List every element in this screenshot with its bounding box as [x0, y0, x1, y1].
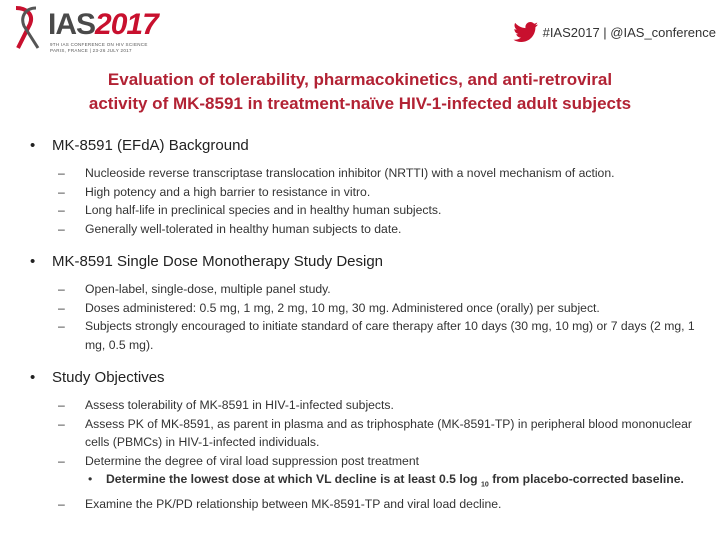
- sub-list-item: • Determine the lowest dose at which VL decline is at least 0.5 log $_{10}$ from placebo-corrected baseline.: [88, 472, 684, 489]
- list-item: – Nucleoside reverse transcriptase translocation inhibitor (NRTTI) with a novel mechanism of action.: [58, 166, 615, 180]
- list-item: – Generally well-tolerated in healthy human subjects to date.: [58, 221, 402, 236]
- ias-logo: [8, 4, 178, 54]
- section-heading: • MK-8591 Single Dose Monotherapy Study Design: [30, 253, 384, 270]
- list-item: – Assess tolerability of MK-8591 in HIV-1-infected subjects.: [58, 398, 394, 412]
- slide-title: [0, 68, 720, 116]
- list-item: – High potency and a high barrier to resistance in vitro.: [58, 184, 371, 199]
- background-list: [58, 164, 710, 238]
- section-objectives: [30, 368, 710, 513]
- list-item: – Determine the degree of viral load suppression post treatment: [58, 453, 419, 468]
- section-background: [30, 136, 710, 238]
- twitter-handle: [513, 22, 716, 42]
- objectives-list: [58, 396, 710, 513]
- title-line-2: activity of MK-8591 in treatment-naïve HIV-1-infected adult subjects: [88, 94, 632, 113]
- twitter-bird-icon: [513, 22, 539, 42]
- list-item: – Open-label, single-dose, multiple panel study.: [58, 282, 331, 296]
- header: [0, 0, 720, 58]
- list-item: – Assess PK of MK-8591, as parent in plasma and as triphosphate (MK-8591-TP) in peripheral blood mononuclear cells (PBMCs) in HIV-1-infected individuals.: [58, 416, 692, 449]
- list-item: – Subjects strongly encouraged to initiate standard of care therapy after 10 days (30 mg, 10 mg) or 7 days (2 mg, 1 mg, 0.5 mg).: [58, 319, 695, 352]
- section-heading: • MK-8591 (EFdA) Background: [30, 137, 249, 154]
- slide-content: [30, 136, 710, 527]
- list-item: – Doses administered: 0.5 mg, 1 mg, 2 mg, 10 mg, 30 mg. Administered once (orally) per subject.: [58, 300, 600, 315]
- ribbon-icon: [8, 4, 48, 52]
- study-design-list: [58, 280, 710, 354]
- section-study-design: [30, 252, 710, 354]
- list-item: – Examine the PK/PD relationship between MK-8591-TP and viral load decline.: [58, 496, 502, 511]
- logo-subtitle-1: 9TH IAS CONFERENCE ON HIV SCIENCE: [50, 42, 148, 47]
- logo-subtitle-2: PARIS, FRANCE | 23-26 JULY 2017: [50, 48, 132, 53]
- title-line-1: Evaluation of tolerability, pharmacokinetics, and anti-retroviral: [107, 70, 613, 89]
- list-item: – Long half-life in preclinical species and in healthy human subjects.: [58, 203, 442, 217]
- section-heading: • Study Objectives: [30, 369, 165, 386]
- twitter-text: #IAS2017 | @IAS_conference: [542, 24, 716, 40]
- logo-wordmark: IAS2017: [48, 8, 158, 41]
